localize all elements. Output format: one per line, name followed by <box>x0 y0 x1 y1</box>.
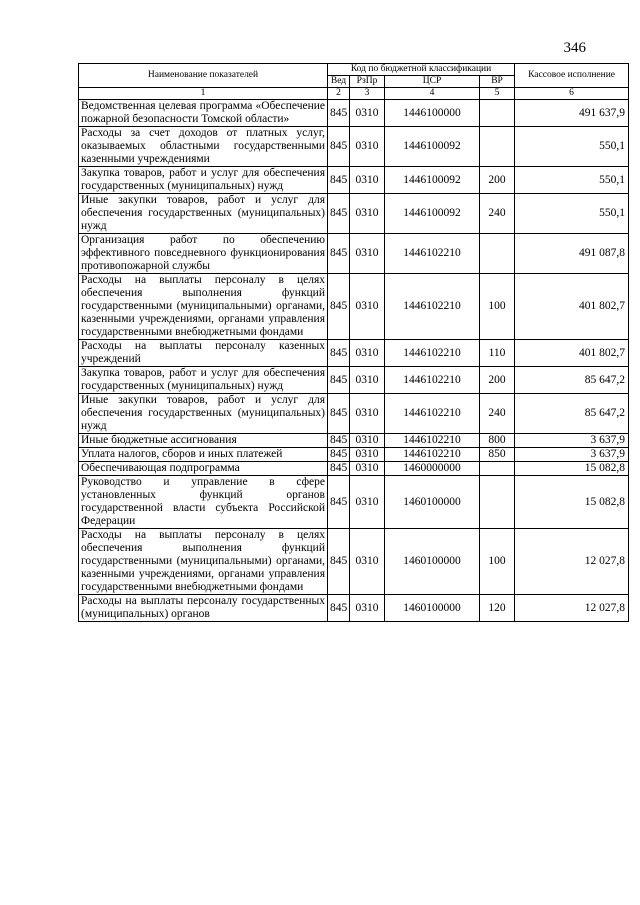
cell-name: Закупка товаров, работ и услуг для обеспечения государственных (муниципальных) нужд <box>79 167 328 194</box>
cell-vr <box>480 234 515 274</box>
cell-ved: 845 <box>328 394 350 434</box>
cell-name: Обеспечивающая подпрограмма <box>79 462 328 476</box>
cell-rzpr: 0310 <box>350 529 385 595</box>
cell-csr: 1446100000 <box>385 100 480 127</box>
cell-vr <box>480 100 515 127</box>
cell-name: Расходы на выплаты персоналу в целях обеспечения выполнения функций государственными (муниципальными) органами, казенными учреждениями, органами управления государственными внебюджетными фондами <box>79 274 328 340</box>
cell-name: Расходы на выплаты персоналу казенных учреждений <box>79 340 328 367</box>
header-csr: ЦСР <box>385 76 480 88</box>
cell-vr <box>480 476 515 529</box>
cell-ved: 845 <box>328 367 350 394</box>
cell-vr: 240 <box>480 394 515 434</box>
table-row <box>79 595 629 622</box>
table-row <box>79 529 629 595</box>
cell-rzpr: 0310 <box>350 234 385 274</box>
cell-ved: 845 <box>328 167 350 194</box>
cell-ved: 845 <box>328 100 350 127</box>
cell-ved: 845 <box>328 529 350 595</box>
cell-amount: 491 087,8 <box>515 234 629 274</box>
cell-rzpr: 0310 <box>350 448 385 462</box>
header-vr: ВР <box>480 76 515 88</box>
table-row <box>79 194 629 234</box>
cell-vr <box>480 462 515 476</box>
cell-vr: 200 <box>480 167 515 194</box>
cell-csr: 1446100092 <box>385 167 480 194</box>
cell-name: Расходы на выплаты персоналу в целях обеспечения выполнения функций государственными (муниципальными) органами, казенными учреждениями, органами управления государственными внебюджетными фондами <box>79 529 328 595</box>
cell-amount: 15 082,8 <box>515 476 629 529</box>
cell-csr: 1446102210 <box>385 274 480 340</box>
cell-rzpr: 0310 <box>350 367 385 394</box>
table-row <box>79 234 629 274</box>
cell-csr: 1446102210 <box>385 367 480 394</box>
header-num-4: 4 <box>385 88 480 100</box>
cell-vr <box>480 127 515 167</box>
cell-name: Уплата налогов, сборов и иных платежей <box>79 448 328 462</box>
cell-csr: 1460000000 <box>385 462 480 476</box>
cell-vr: 850 <box>480 448 515 462</box>
cell-ved: 845 <box>328 340 350 367</box>
cell-rzpr: 0310 <box>350 394 385 434</box>
cell-ved: 845 <box>328 127 350 167</box>
cell-rzpr: 0310 <box>350 274 385 340</box>
cell-rzpr: 0310 <box>350 127 385 167</box>
header-num-5: 5 <box>480 88 515 100</box>
table-row <box>79 340 629 367</box>
cell-vr: 240 <box>480 194 515 234</box>
cell-csr: 1446102210 <box>385 340 480 367</box>
cell-csr: 1446102210 <box>385 234 480 274</box>
table-row <box>79 462 629 476</box>
cell-name: Руководство и управление в сфере установленных функций органов государственной власти субъекта Российской Федерации <box>79 476 328 529</box>
cell-amount: 85 647,2 <box>515 367 629 394</box>
header-name: Наименование показателей <box>79 64 328 88</box>
cell-amount: 491 637,9 <box>515 100 629 127</box>
cell-amount: 15 082,8 <box>515 462 629 476</box>
table-row <box>79 434 629 448</box>
cell-ved: 845 <box>328 462 350 476</box>
cell-ved: 845 <box>328 595 350 622</box>
cell-rzpr: 0310 <box>350 476 385 529</box>
header-ved: Вед <box>328 76 350 88</box>
header-num-2: 2 <box>328 88 350 100</box>
cell-ved: 845 <box>328 434 350 448</box>
cell-csr: 1446102210 <box>385 394 480 434</box>
cell-vr: 120 <box>480 595 515 622</box>
cell-csr: 1446102210 <box>385 448 480 462</box>
cell-ved: 845 <box>328 234 350 274</box>
table-row <box>79 100 629 127</box>
header-code-group: Код по бюджетной классификации <box>328 64 515 76</box>
header-num-6: 6 <box>515 88 629 100</box>
cell-name: Закупка товаров, работ и услуг для обеспечения государственных (муниципальных) нужд <box>79 367 328 394</box>
cell-rzpr: 0310 <box>350 194 385 234</box>
header-rzpr: РзПр <box>350 76 385 88</box>
cell-ved: 845 <box>328 274 350 340</box>
cell-amount: 550,1 <box>515 167 629 194</box>
cell-rzpr: 0310 <box>350 595 385 622</box>
cell-amount: 401 802,7 <box>515 274 629 340</box>
cell-name: Организация работ по обеспечению эффективного повседневного функционирования противопожарной службы <box>79 234 328 274</box>
cell-name: Иные бюджетные ассигнования <box>79 434 328 448</box>
table-row <box>79 367 629 394</box>
cell-csr: 1446102210 <box>385 434 480 448</box>
cell-csr: 1446100092 <box>385 194 480 234</box>
table-row <box>79 167 629 194</box>
cell-vr: 100 <box>480 274 515 340</box>
cell-csr: 1460100000 <box>385 476 480 529</box>
cell-amount: 3 637,9 <box>515 434 629 448</box>
cell-amount: 550,1 <box>515 194 629 234</box>
cell-amount: 401 802,7 <box>515 340 629 367</box>
cell-amount: 3 637,9 <box>515 448 629 462</box>
cell-amount: 85 647,2 <box>515 394 629 434</box>
cell-amount: 550,1 <box>515 127 629 167</box>
cell-name: Расходы на выплаты персоналу государственных (муниципальных) органов <box>79 595 328 622</box>
cell-rzpr: 0310 <box>350 100 385 127</box>
table-row <box>79 274 629 340</box>
budget-table <box>78 63 629 622</box>
cell-vr: 200 <box>480 367 515 394</box>
header-num-3: 3 <box>350 88 385 100</box>
cell-name: Ведомственная целевая программа «Обеспечение пожарной безопасности Томской области» <box>79 100 328 127</box>
cell-name: Иные закупки товаров, работ и услуг для обеспечения государственных (муниципальных) нужд <box>79 194 328 234</box>
cell-name: Расходы за счет доходов от платных услуг, оказываемых областными государственными казенными учреждениями <box>79 127 328 167</box>
cell-vr: 100 <box>480 529 515 595</box>
table-row <box>79 476 629 529</box>
page-number: 346 <box>563 40 586 56</box>
cell-amount: 12 027,8 <box>515 529 629 595</box>
table-row <box>79 448 629 462</box>
table-row <box>79 394 629 434</box>
cell-rzpr: 0310 <box>350 167 385 194</box>
cell-ved: 845 <box>328 194 350 234</box>
cell-vr: 110 <box>480 340 515 367</box>
header-amount: Кассовое исполнение <box>515 64 629 88</box>
cell-rzpr: 0310 <box>350 340 385 367</box>
cell-csr: 1460100000 <box>385 595 480 622</box>
cell-amount: 12 027,8 <box>515 595 629 622</box>
cell-name: Иные закупки товаров, работ и услуг для обеспечения государственных (муниципальных) нужд <box>79 394 328 434</box>
cell-ved: 845 <box>328 448 350 462</box>
cell-rzpr: 0310 <box>350 434 385 448</box>
cell-vr: 800 <box>480 434 515 448</box>
table-body <box>79 100 629 622</box>
table-row <box>79 127 629 167</box>
header-num-1: 1 <box>79 88 328 100</box>
cell-ved: 845 <box>328 476 350 529</box>
cell-csr: 1460100000 <box>385 529 480 595</box>
cell-csr: 1446100092 <box>385 127 480 167</box>
cell-rzpr: 0310 <box>350 462 385 476</box>
